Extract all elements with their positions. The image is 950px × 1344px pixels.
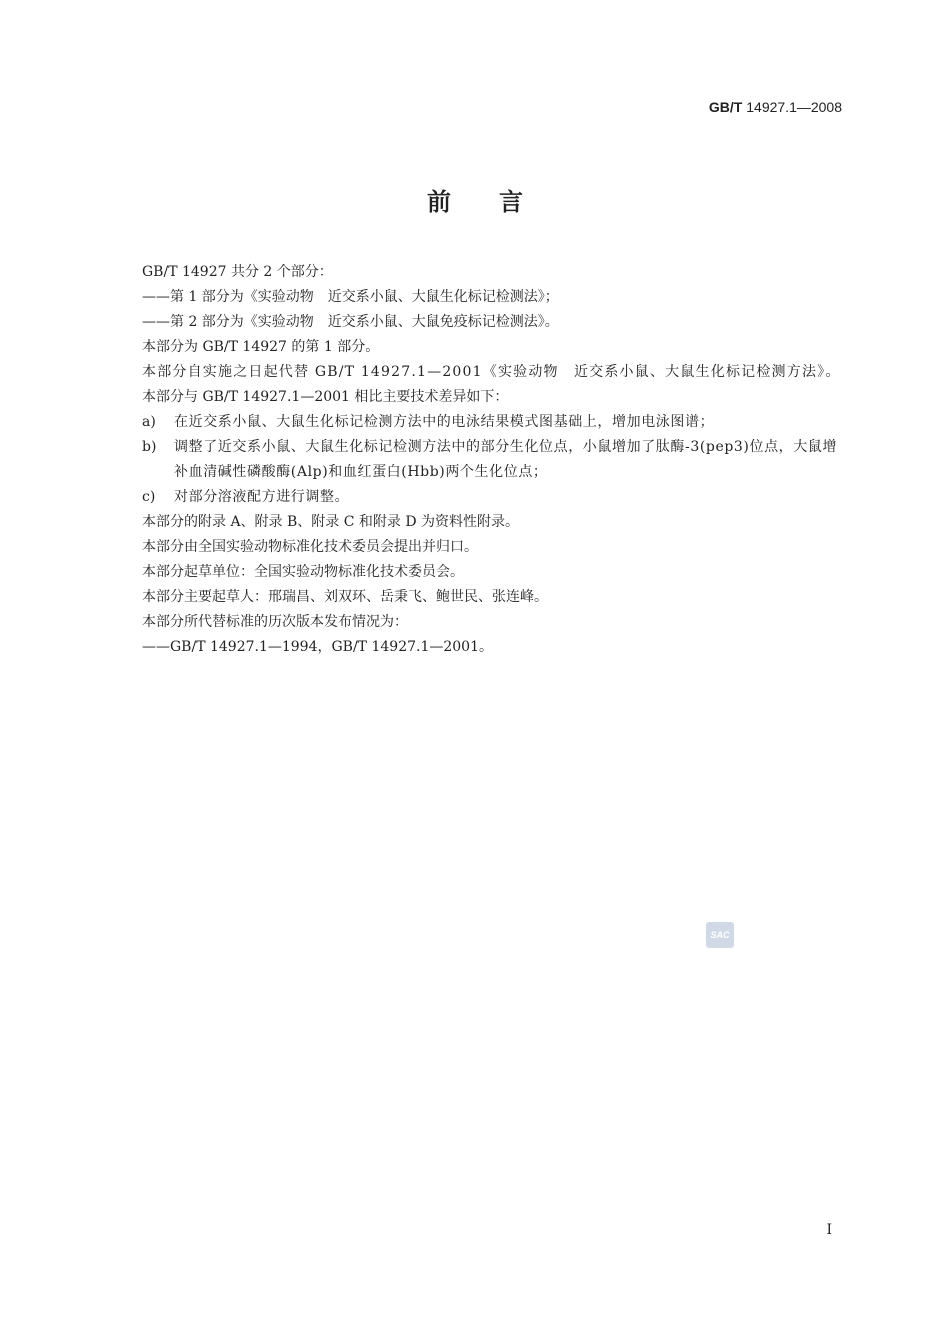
standard-code-prefix: GB/T xyxy=(708,99,743,115)
list-item-label: b) xyxy=(142,439,157,455)
paragraph: ——第 2 部分为《实验动物 近交系小鼠、大鼠免疫标记检测法》。 xyxy=(142,314,559,330)
paragraph: 本部分主要起草人：邢瑞昌、刘双环、岳秉飞、鲍世民、张连峰。 xyxy=(142,589,548,605)
list-item-label: a) xyxy=(142,414,156,430)
paragraph: 本部分起草单位：全国实验动物标准化技术委员会。 xyxy=(142,564,464,580)
foreword-body xyxy=(108,260,843,660)
standard-code-number: 14927.1—2008 xyxy=(742,99,842,115)
standard-code xyxy=(709,99,842,115)
paragraph: 本部分所代替标准的历次版本发布情况为： xyxy=(142,614,408,630)
list-item xyxy=(142,485,843,510)
list-item-text: 调整了近交系小鼠、大鼠生化标记检测方法中的部分生化位点，小鼠增加了肽酶-3(pep3)位点，大鼠增补血清碱性磷酸酶(Alp)和血红蛋白(Hbb)两个生化位点； xyxy=(174,439,838,480)
list-item-label: c) xyxy=(142,489,156,505)
paragraph: 本部分由全国实验动物标准化技术委员会提出并归口。 xyxy=(142,539,478,555)
list-item-text: 对部分溶液配方进行调整。 xyxy=(174,489,350,505)
list-item xyxy=(142,410,843,435)
list-item xyxy=(142,435,843,485)
paragraph: ——第 1 部分为《实验动物 近交系小鼠、大鼠生化标记检测法》； xyxy=(142,289,559,305)
list-item-text: 在近交系小鼠、大鼠生化标记检测方法中的电泳结果模式图基础上，增加电泳图谱； xyxy=(174,414,715,430)
paragraph: 本部分与 GB/T 14927.1—2001 相比主要技术差异如下： xyxy=(142,389,509,405)
paragraph: GB/T 14927 共分 2 个部分： xyxy=(142,264,333,280)
paragraph: 本部分为 GB/T 14927 的第 1 部分。 xyxy=(142,339,380,355)
page-title: 前言 xyxy=(427,188,571,216)
sac-watermark-logo: SAC xyxy=(706,922,734,948)
paragraph: 本部分自实施之日起代替 GB/T 14927.1—2001《实验动物 近交系小鼠、大鼠生化标记检测方法》。 xyxy=(142,364,841,380)
paragraph: ——GB/T 14927.1—1994，GB/T 14927.1—2001。 xyxy=(142,639,493,655)
page-number: I xyxy=(826,1222,832,1238)
paragraph: 本部分的附录 A、附录 B、附录 C 和附录 D 为资料性附录。 xyxy=(142,514,520,530)
